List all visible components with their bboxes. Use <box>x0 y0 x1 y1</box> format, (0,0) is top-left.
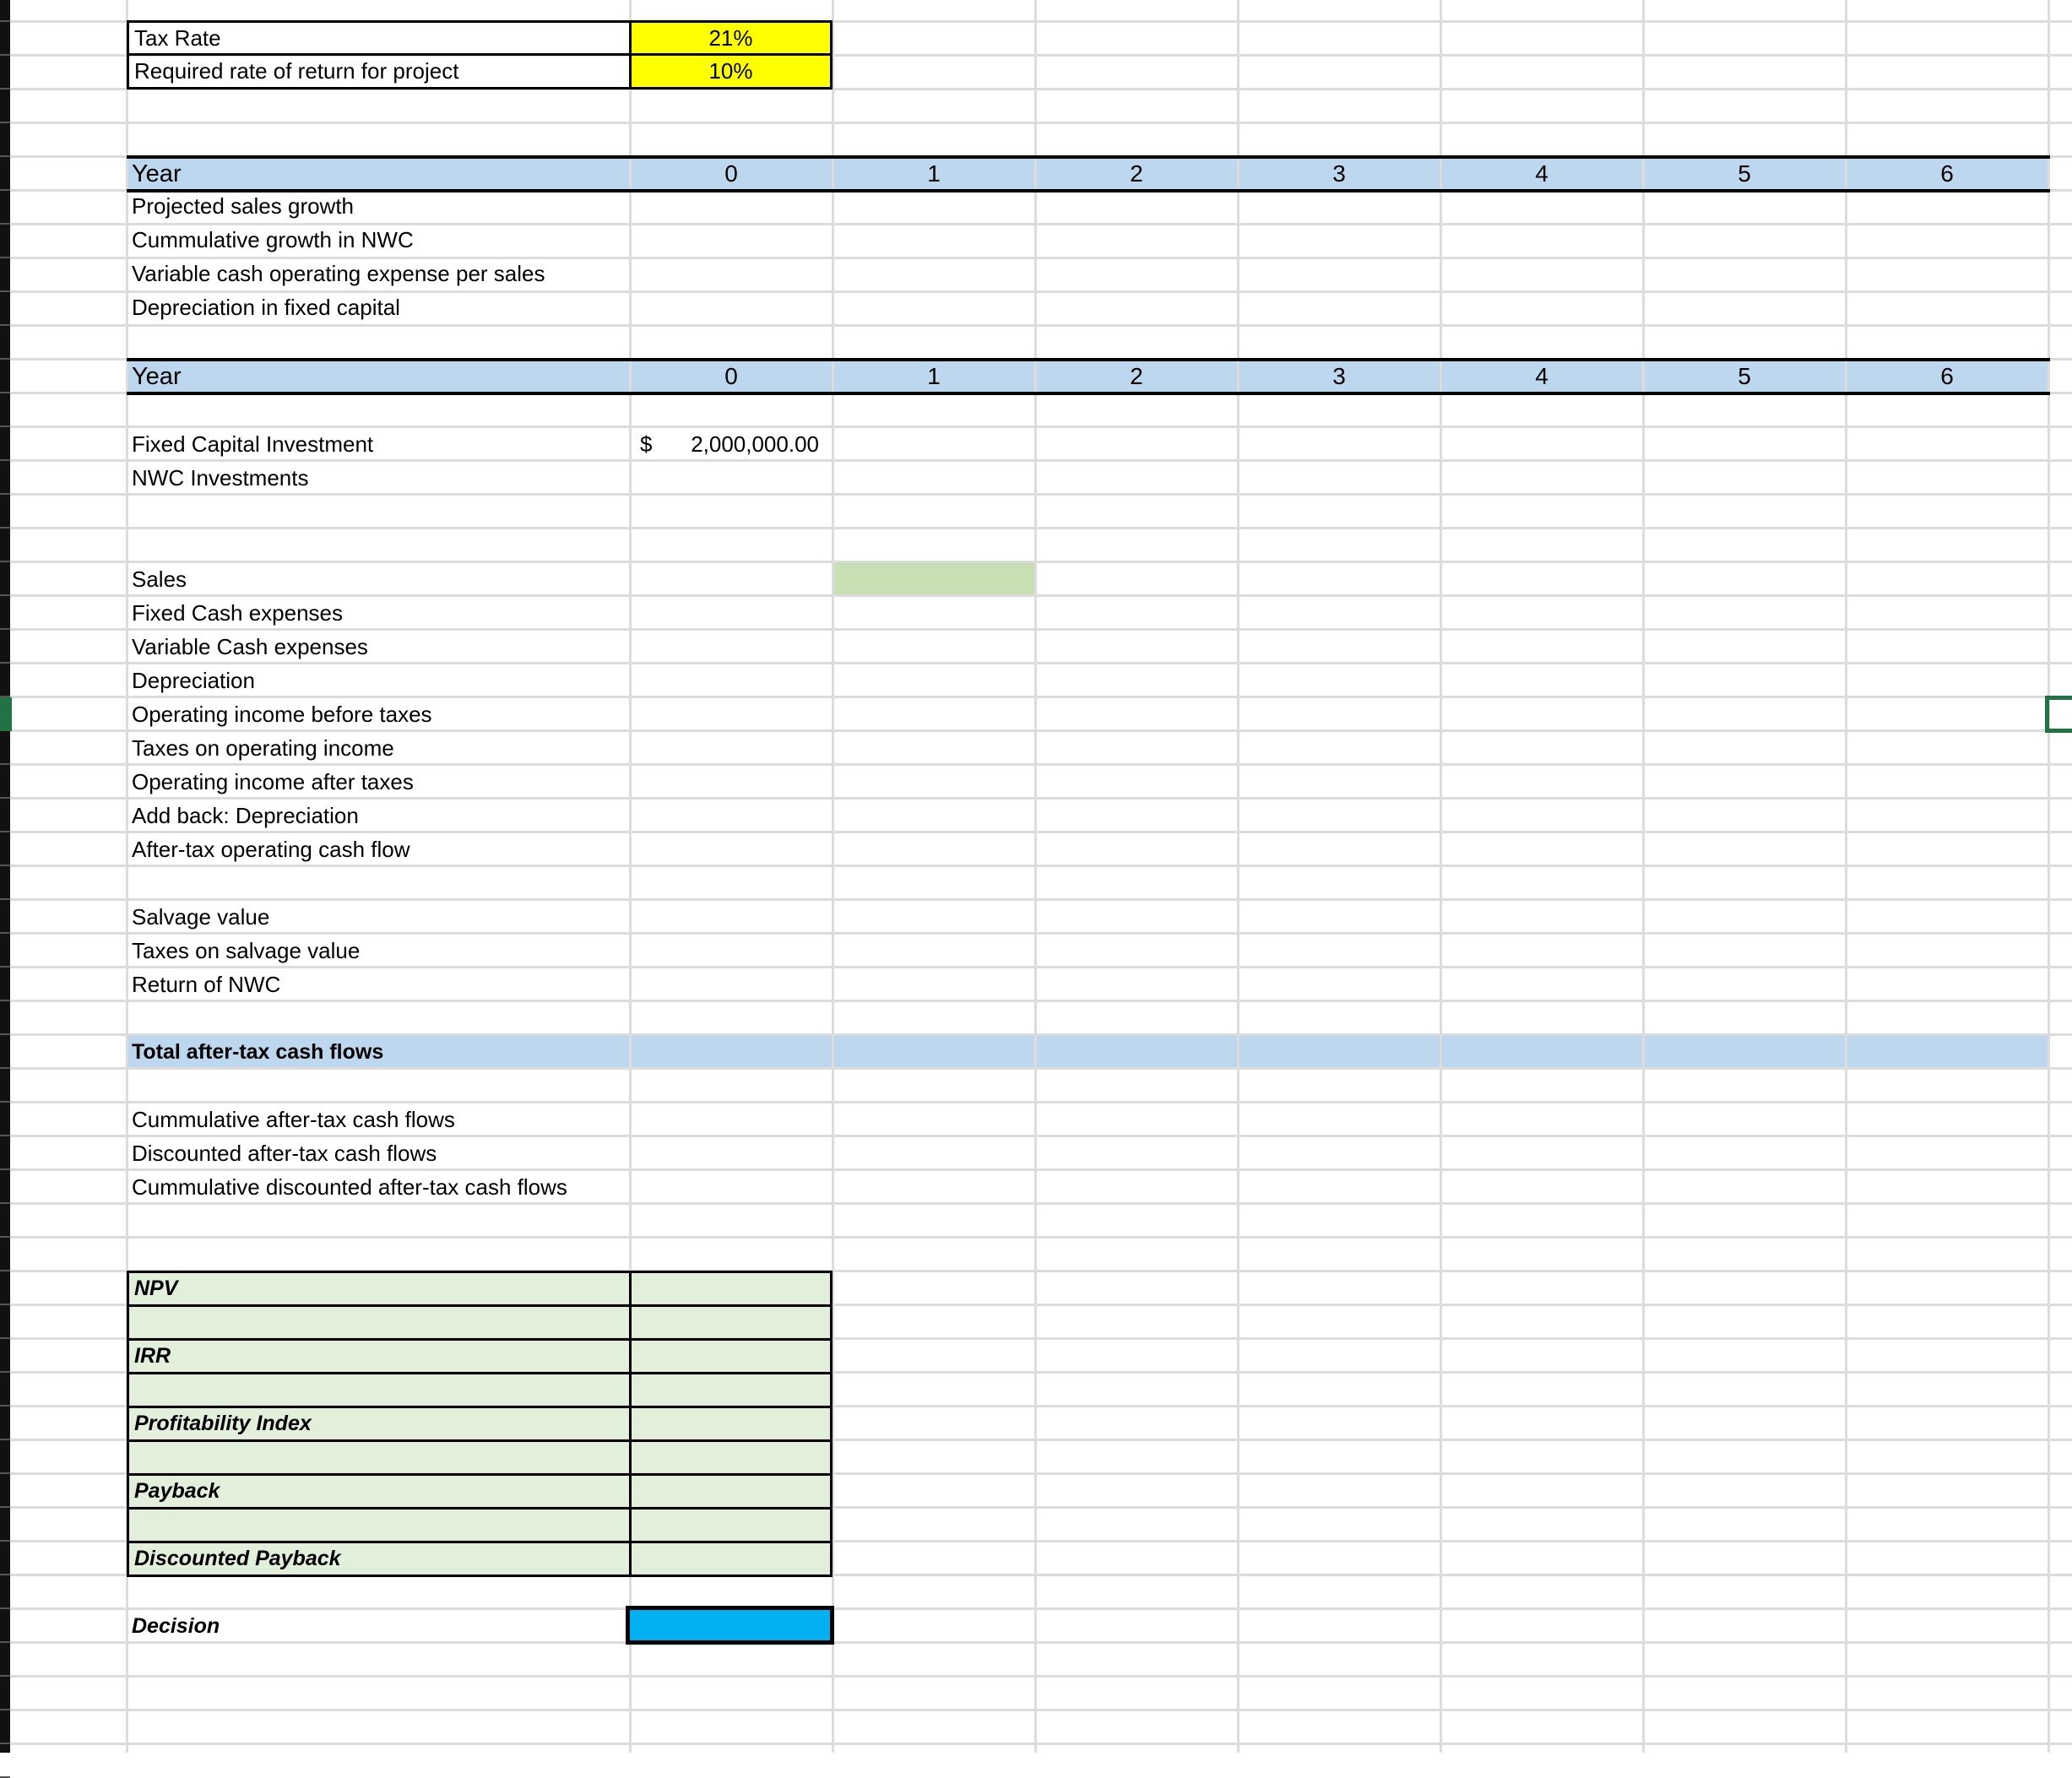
gutter-row-divider <box>0 88 10 89</box>
year-0-header[interactable]: 0 <box>724 363 738 389</box>
operating-row-label: Operating income after taxes <box>132 768 414 794</box>
year-0-header[interactable]: 0 <box>724 160 738 187</box>
cumulative-row-label: Cummulative after-tax cash flows <box>132 1106 455 1132</box>
gutter-row-divider <box>0 290 10 292</box>
selected-row-indicator <box>0 697 12 731</box>
gutter-row-divider <box>0 527 10 529</box>
gutter-row-divider <box>0 493 10 495</box>
gridline-horizontal <box>10 527 2072 529</box>
gutter-row-divider <box>0 20 10 22</box>
gutter-row-divider <box>0 358 10 360</box>
gutter-row-divider <box>0 898 10 900</box>
gutter-row-divider <box>0 662 10 664</box>
operating-row-label: Fixed Cash expenses <box>132 599 344 626</box>
gutter-row-divider <box>0 1607 10 1609</box>
gridline-vertical <box>1440 0 1442 1753</box>
gutter-row-divider <box>0 594 10 596</box>
gutter-row-divider <box>0 1202 10 1204</box>
gutter-row-divider <box>0 1743 10 1744</box>
total-after-tax-cash-flows-label: Total after-tax cash flows <box>132 1039 384 1064</box>
operating-row-label: Variable Cash expenses <box>132 633 368 659</box>
result-blank-label <box>127 1372 632 1408</box>
gutter-row-divider <box>0 54 10 56</box>
decision-cell[interactable] <box>626 1606 834 1645</box>
gutter-row-divider <box>0 1472 10 1474</box>
year-5-header[interactable]: 5 <box>1738 160 1751 187</box>
gutter-row-divider <box>0 1135 10 1136</box>
result-blank-label <box>127 1507 632 1543</box>
gutter-row-divider <box>0 932 10 934</box>
result-blank-label <box>127 1304 632 1341</box>
gutter-row-divider <box>0 628 10 630</box>
year-2-header[interactable]: 2 <box>1130 363 1143 389</box>
result-value-irr[interactable] <box>629 1338 833 1374</box>
gridline-horizontal <box>10 1709 2072 1711</box>
assumption-row-label: Projected sales growth <box>132 192 355 219</box>
result-blank-value[interactable] <box>629 1507 833 1543</box>
required-return-input[interactable]: 10% <box>629 53 833 89</box>
year-6-header[interactable]: 6 <box>1940 363 1954 389</box>
year-4-header[interactable]: 4 <box>1535 160 1549 187</box>
gutter-row-divider <box>0 1236 10 1238</box>
year-1-header[interactable]: 1 <box>927 363 941 389</box>
gutter-row-divider <box>0 763 10 765</box>
required-return-label: Required rate of return for project <box>127 53 632 89</box>
gridline-horizontal <box>10 1743 2072 1745</box>
year-label-1: Year <box>132 160 182 187</box>
terminal-row-label: Salvage value <box>132 903 270 930</box>
cumulative-row-label: Discounted after-tax cash flows <box>132 1140 437 1166</box>
assumption-row-label: Cummulative growth in NWC <box>132 226 414 252</box>
result-blank-value[interactable] <box>629 1439 833 1476</box>
gutter-row-divider <box>0 155 10 157</box>
investment-row-label: Fixed Capital Investment <box>132 431 374 457</box>
gutter-row-divider <box>0 1337 10 1339</box>
sales-year1-highlight[interactable] <box>833 562 1037 596</box>
gutter-row-divider <box>0 1101 10 1103</box>
operating-row-label: After-tax operating cash flow <box>132 836 410 862</box>
gutter-row-divider <box>0 324 10 326</box>
gutter-row-divider <box>0 1709 10 1710</box>
gutter-row-divider <box>0 1168 10 1170</box>
row-gutter <box>0 0 10 1753</box>
year-3-header[interactable]: 3 <box>1332 160 1346 187</box>
tax-rate-input[interactable]: 21% <box>629 20 833 56</box>
year-label-2: Year <box>132 362 182 390</box>
operating-row-label: Depreciation <box>132 667 255 693</box>
year-3-header[interactable]: 3 <box>1332 363 1346 389</box>
gutter-row-divider <box>0 122 10 123</box>
selected-cell-indicator[interactable] <box>2045 696 2072 733</box>
year-2-header[interactable]: 2 <box>1130 160 1143 187</box>
gutter-row-divider <box>0 1641 10 1643</box>
gridline-vertical <box>1845 0 1847 1753</box>
cumulative-row-label: Cummulative discounted after-tax cash flows <box>132 1174 567 1200</box>
year-5-header[interactable]: 5 <box>1738 363 1751 389</box>
year-1-header[interactable]: 1 <box>927 160 941 187</box>
gutter-row-divider <box>0 392 10 393</box>
gutter-row-divider <box>0 1371 10 1373</box>
fixed-capital-amount: 2,000,000.00 <box>691 431 819 457</box>
result-value-payback[interactable] <box>629 1473 833 1510</box>
gutter-row-divider <box>0 831 10 832</box>
gridline-vertical <box>1642 0 1645 1753</box>
operating-row-label: Add back: Depreciation <box>132 802 359 828</box>
result-label-payback: Payback <box>127 1473 632 1510</box>
gutter-row-divider <box>0 1506 10 1508</box>
result-label-npv: NPV <box>127 1271 632 1307</box>
gutter-row-divider <box>0 797 10 799</box>
gridline-vertical <box>2048 0 2050 1753</box>
tax-rate-label: Tax Rate <box>127 20 632 56</box>
year-4-header[interactable]: 4 <box>1535 363 1549 389</box>
result-blank-value[interactable] <box>629 1372 833 1408</box>
assumption-row-label: Depreciation in fixed capital <box>132 294 400 320</box>
gutter-row-divider <box>0 1439 10 1440</box>
gutter-row-divider <box>0 966 10 968</box>
operating-row-label: Taxes on operating income <box>132 735 394 761</box>
year-6-header[interactable]: 6 <box>1940 160 1954 187</box>
result-label-pi: Profitability Index <box>127 1406 632 1442</box>
currency-symbol: $ <box>640 431 653 457</box>
result-label-irr: IRR <box>127 1338 632 1374</box>
gutter-row-divider <box>0 1675 10 1677</box>
gutter-row-divider <box>0 1304 10 1305</box>
gutter-row-divider <box>0 561 10 562</box>
result-value-npv[interactable] <box>629 1271 833 1307</box>
investment-row-label: NWC Investments <box>132 464 309 491</box>
gridline-horizontal <box>10 1675 2072 1678</box>
gutter-row-divider <box>0 1270 10 1271</box>
result-value-pi[interactable] <box>629 1406 833 1442</box>
gridline-vertical <box>1034 0 1037 1753</box>
gridline-horizontal <box>10 1236 2072 1239</box>
assumption-row-label: Variable cash operating expense per sales <box>132 260 545 286</box>
fixed-capital-investment-value[interactable] <box>630 427 833 461</box>
gutter-row-divider <box>0 426 10 427</box>
gridline-horizontal <box>10 122 2072 124</box>
gutter-row-divider <box>0 1574 10 1575</box>
gutter-row-divider <box>0 1000 10 1001</box>
terminal-row-label: Return of NWC <box>132 971 281 997</box>
gutter-row-divider <box>0 223 10 225</box>
gutter-row-divider <box>0 189 10 191</box>
decision-label: Decision <box>132 1613 220 1638</box>
gutter-row-divider <box>0 1067 10 1069</box>
gutter-row-divider <box>0 1405 10 1407</box>
result-blank-value[interactable] <box>629 1304 833 1341</box>
result-label-discounted-payback: Discounted Payback <box>127 1541 632 1577</box>
operating-row-label: Sales <box>132 566 187 592</box>
result-value-discounted-payback[interactable] <box>629 1541 833 1577</box>
result-blank-label <box>127 1439 632 1476</box>
gutter-row-divider <box>0 459 10 461</box>
terminal-row-label: Taxes on salvage value <box>132 937 361 963</box>
gutter-row-divider <box>0 257 10 258</box>
gutter-row-divider <box>0 1540 10 1542</box>
operating-row-label: Operating income before taxes <box>132 701 432 727</box>
gutter-row-divider <box>0 1033 10 1035</box>
gridline-horizontal <box>10 324 2072 327</box>
gutter-row-divider <box>0 865 10 866</box>
year-header-border-bottom-2 <box>127 392 2050 395</box>
gridline-vertical <box>1237 0 1239 1753</box>
